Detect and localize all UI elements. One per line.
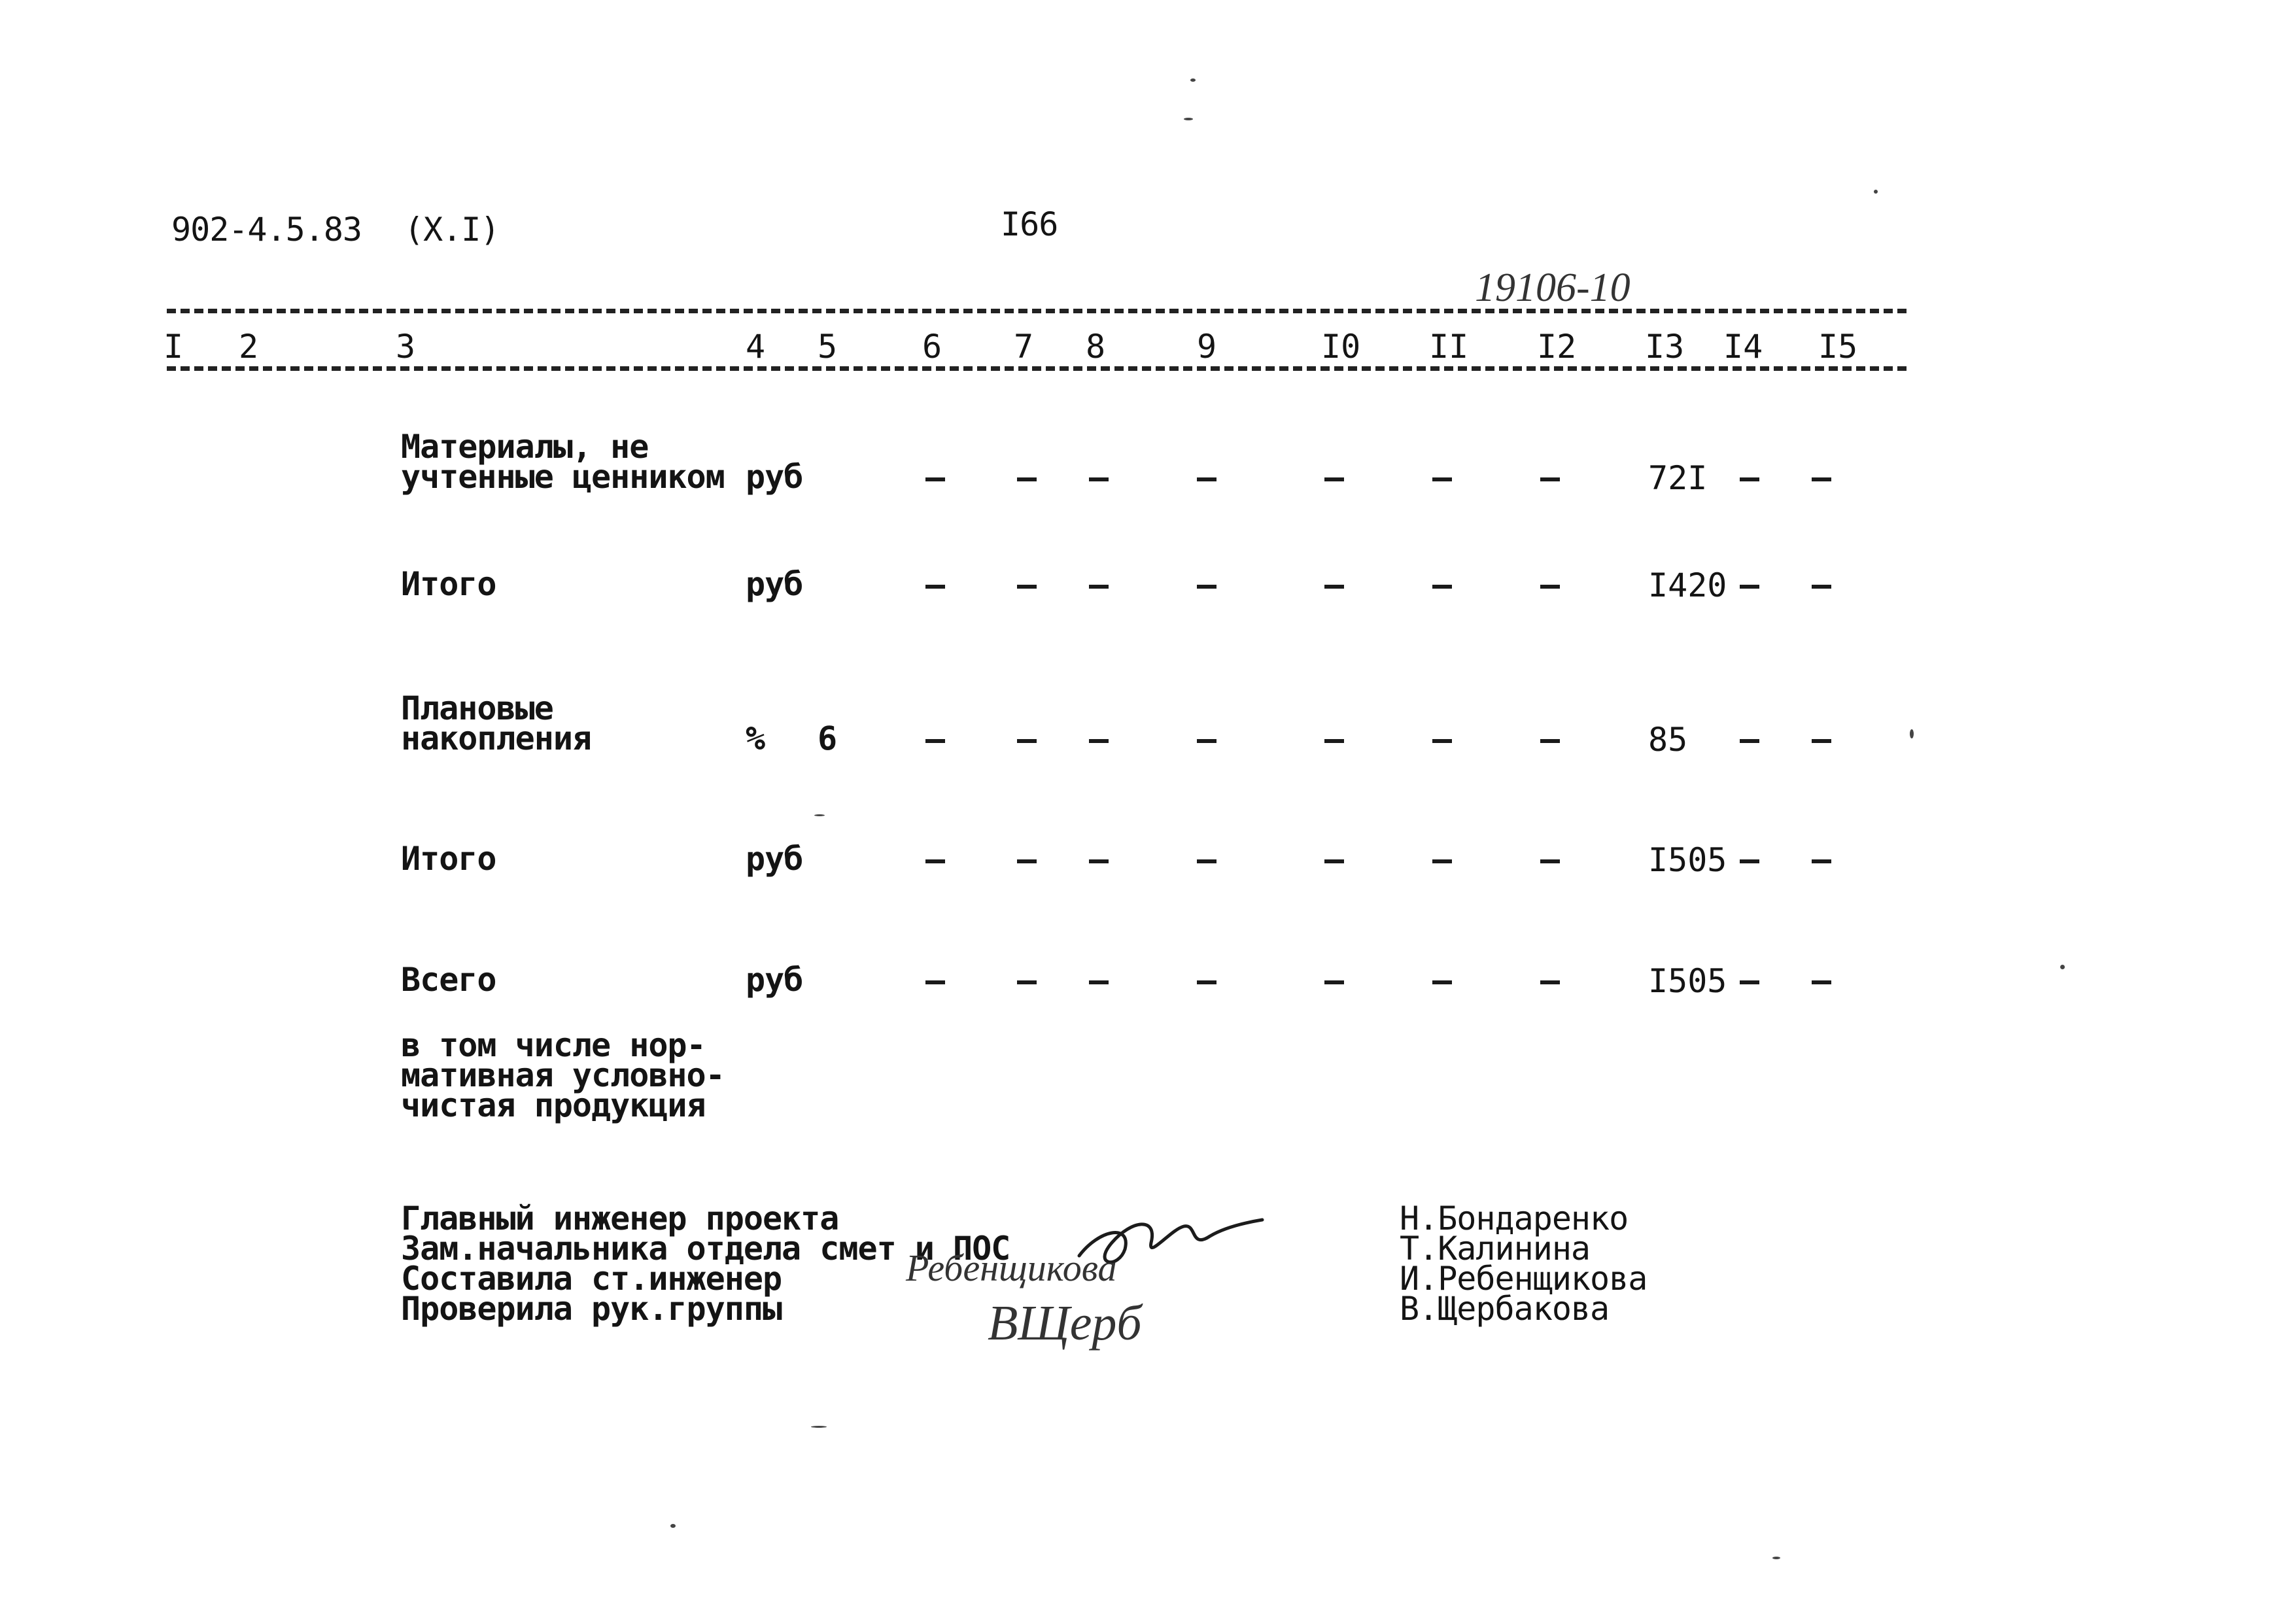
- empty-cell-dash: [1197, 859, 1217, 863]
- empty-cell-dash: [1324, 739, 1344, 743]
- row-unit: руб: [746, 961, 803, 999]
- col14-dash: [1740, 859, 1759, 863]
- scan-speck: [1910, 729, 1914, 738]
- row-total-value: 72I: [1648, 459, 1708, 497]
- column-number-4: 4: [746, 328, 766, 366]
- row-label: Итого: [401, 840, 496, 878]
- empty-cell-dash: [1089, 739, 1109, 743]
- empty-cell-dash: [925, 477, 945, 481]
- note-line-2: мативная условно-: [401, 1056, 725, 1094]
- empty-cell-dash: [1324, 585, 1344, 589]
- empty-cell-dash: [1540, 859, 1560, 863]
- row-unit: руб: [746, 840, 803, 878]
- row-unit: %: [746, 719, 765, 757]
- table-top-rule: [167, 309, 1907, 313]
- row-unit: руб: [746, 565, 803, 603]
- empty-cell-dash: [1089, 585, 1109, 589]
- scan-speck: [1874, 190, 1878, 194]
- scan-speck: [1190, 78, 1196, 82]
- empty-cell-dash: [1017, 477, 1037, 481]
- empty-cell-dash: [925, 859, 945, 863]
- role-checked-by: Проверила рук.группы: [401, 1290, 782, 1328]
- column-number-rule: [167, 366, 1907, 371]
- row-label: учтенные ценником: [401, 458, 725, 496]
- empty-cell-dash: [925, 980, 945, 984]
- empty-cell-dash: [1017, 980, 1037, 984]
- section-label: (X.I): [404, 211, 500, 249]
- empty-cell-dash: [1432, 477, 1452, 481]
- role-chief-engineer: Главный инженер проекта: [401, 1200, 839, 1237]
- column-number-9: 9: [1197, 328, 1217, 366]
- page-number: I66: [1001, 205, 1058, 243]
- row-unit: руб: [746, 458, 803, 496]
- empty-cell-dash: [1197, 477, 1217, 481]
- inventory-number: 19106-10: [1475, 266, 1631, 310]
- empty-cell-dash: [1540, 739, 1560, 743]
- empty-cell-dash: [1089, 859, 1109, 863]
- empty-cell-dash: [925, 739, 945, 743]
- row-label: Плановые: [401, 689, 553, 727]
- column-number-2: 2: [239, 328, 259, 366]
- empty-cell-dash: [1324, 477, 1344, 481]
- column-number-3: 3: [396, 328, 416, 366]
- col15-dash: [1812, 739, 1831, 743]
- row-label: Материалы, не: [401, 428, 649, 466]
- col15-dash: [1812, 859, 1831, 863]
- column-number-14: I4: [1723, 328, 1763, 366]
- name-rebenshchikova: И.Ребенщикова: [1400, 1260, 1648, 1298]
- empty-cell-dash: [1089, 477, 1109, 481]
- name-shcherbakova: В.Щербакова: [1400, 1290, 1610, 1328]
- row-total-value: I505: [1648, 962, 1727, 1000]
- row-total-value: I505: [1648, 841, 1727, 879]
- role-deputy-head: Зам.начальника отдела смет и ПОС: [401, 1230, 1010, 1268]
- col15-dash: [1812, 477, 1831, 481]
- empty-cell-dash: [1017, 859, 1037, 863]
- col14-dash: [1740, 477, 1759, 481]
- column-number-11: II: [1429, 328, 1469, 366]
- column-number-10: I0: [1321, 328, 1361, 366]
- role-compiled-by: Составила ст.инженер: [401, 1260, 782, 1298]
- name-bondarenko: Н.Бондаренко: [1400, 1200, 1629, 1237]
- empty-cell-dash: [1017, 585, 1037, 589]
- column-number-13: I3: [1645, 328, 1685, 366]
- scan-speck: [1184, 118, 1193, 120]
- empty-cell-dash: [1197, 980, 1217, 984]
- empty-cell-dash: [1432, 859, 1452, 863]
- row-rate: 6: [818, 719, 837, 757]
- column-number-7: 7: [1014, 328, 1034, 366]
- scan-speck: [1772, 1557, 1780, 1559]
- empty-cell-dash: [925, 585, 945, 589]
- signature-compiler: Ребенщикова: [906, 1247, 1117, 1289]
- empty-cell-dash: [1540, 980, 1560, 984]
- empty-cell-dash: [1324, 859, 1344, 863]
- empty-cell-dash: [1540, 585, 1560, 589]
- scan-speck: [2060, 965, 2065, 969]
- row-total-value: I420: [1648, 566, 1727, 604]
- note-line-1: в том числе нор-: [401, 1026, 706, 1064]
- document-code: 902-4.5.83: [171, 211, 362, 249]
- empty-cell-dash: [1017, 739, 1037, 743]
- signature-checker: ВЩерб: [988, 1296, 1142, 1351]
- scan-speck: [670, 1524, 676, 1528]
- scan-speck: [811, 1426, 827, 1428]
- row-label: Всего: [401, 961, 496, 999]
- row-label: Итого: [401, 565, 496, 603]
- column-number-1: I: [164, 328, 184, 366]
- column-number-6: 6: [922, 328, 942, 366]
- empty-cell-dash: [1197, 739, 1217, 743]
- row-label: накопления: [401, 719, 592, 757]
- empty-cell-dash: [1197, 585, 1217, 589]
- empty-cell-dash: [1432, 585, 1452, 589]
- col14-dash: [1740, 585, 1759, 589]
- col15-dash: [1812, 980, 1831, 984]
- column-number-5: 5: [818, 328, 838, 366]
- empty-cell-dash: [1540, 477, 1560, 481]
- scan-speck: [814, 814, 825, 816]
- column-number-12: I2: [1537, 328, 1577, 366]
- empty-cell-dash: [1432, 980, 1452, 984]
- note-line-3: чистая продукция: [401, 1086, 706, 1124]
- column-number-8: 8: [1086, 328, 1106, 366]
- name-kalinina: Т.Калинина: [1400, 1230, 1591, 1268]
- empty-cell-dash: [1324, 980, 1344, 984]
- row-total-value: 85: [1648, 721, 1688, 759]
- col15-dash: [1812, 585, 1831, 589]
- empty-cell-dash: [1432, 739, 1452, 743]
- col14-dash: [1740, 739, 1759, 743]
- col14-dash: [1740, 980, 1759, 984]
- empty-cell-dash: [1089, 980, 1109, 984]
- column-number-15: I5: [1818, 328, 1858, 366]
